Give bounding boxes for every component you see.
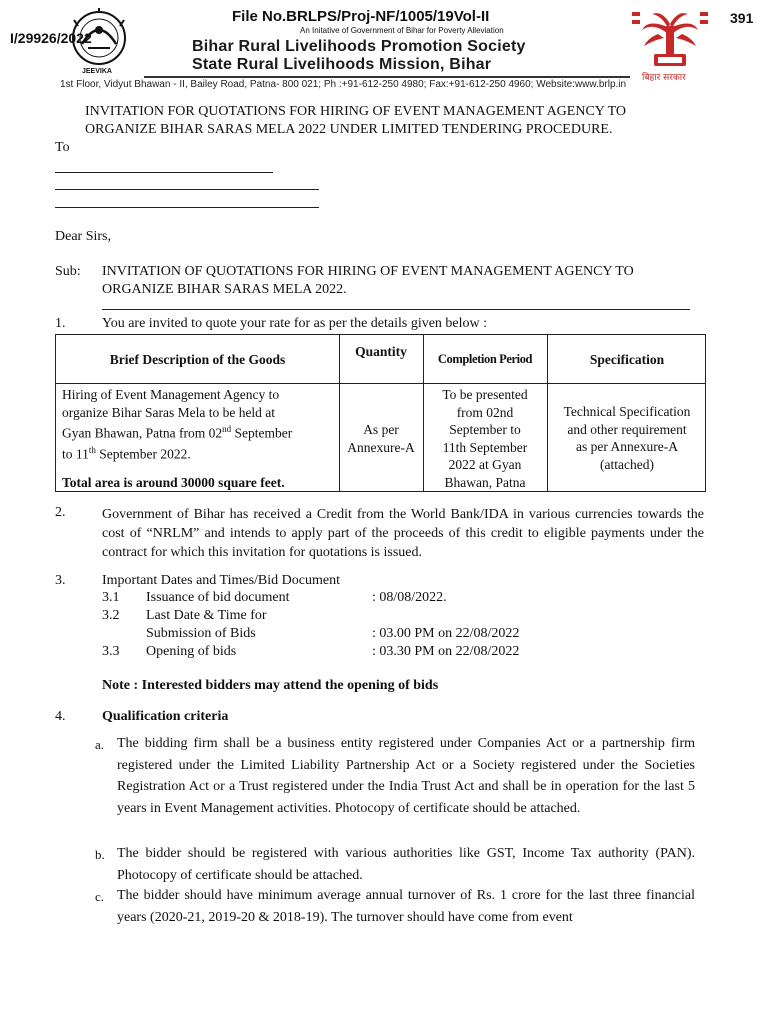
table-header-completion: Completion Period <box>437 352 533 366</box>
org-tagline: An Initative of Government of Bihar for Poverty Alleviation <box>300 26 504 35</box>
subject-underline <box>102 309 690 310</box>
subject-line1: INVITATION OF QUOTATIONS FOR HIRING OF EVENT MANAGEMENT AGENCY TO <box>102 264 634 279</box>
table-cell-completion: To be presented from 02nd September to 11th September 2022 at Gyan Bhawan, Patna <box>442 387 528 490</box>
logo-left-label: JEEVIKA <box>82 68 112 75</box>
paragraph-number: 4. <box>55 709 66 724</box>
addressee-blank-line <box>55 189 319 190</box>
addressee-blank-line <box>55 172 273 173</box>
date-row-number: 3.1 <box>102 590 120 605</box>
invitation-title-line2: ORGANIZE BIHAR SARAS MELA 2022 UNDER LIMITED TENDERING PROCEDURE. <box>85 122 613 137</box>
page-number: 391 <box>730 10 754 26</box>
paragraph-number: 2. <box>55 505 66 520</box>
addressee-to: To <box>55 140 70 155</box>
date-row-label: Submission of Bids <box>146 626 256 641</box>
paragraph-number: 3. <box>55 573 66 588</box>
date-row-label: Opening of bids <box>146 644 237 659</box>
date-row-label: Issuance of bid document <box>146 590 290 605</box>
paragraph-number: 1. <box>55 316 66 331</box>
header-divider <box>144 76 630 78</box>
reference-number: I/29926/2022 <box>10 30 92 46</box>
bid-opening-note: Note : Interested bidders may attend the opening of bids <box>102 678 439 693</box>
file-number: File No.BRLPS/Proj-NF/1005/19Vol-II <box>232 8 490 25</box>
logo-right-label: बिहार सरकार <box>642 73 686 83</box>
date-row-label: Last Date & Time for <box>146 608 267 623</box>
date-row-value: : 08/08/2022. <box>372 590 447 605</box>
org-name: Bihar Rural Livelihoods Promotion Society <box>192 38 526 55</box>
criterion-label: a. <box>95 737 105 752</box>
salutation: Dear Sirs, <box>55 229 111 244</box>
qualification-heading: Qualification criteria <box>102 709 229 724</box>
paragraph-2-text: Government of Bihar has received a Credit from the World Bank/IDA in various currencies towards the cost of “NRLM” and intends to apply part of the proceeds of this credit to eligible payments under the contract for which this invitation for quotations is issued. <box>102 507 704 560</box>
table-cell-description: Hiring of Event Management Agency to organize Bihar Saras Mela to be held at Gyan Bhawan, Patna from 02nd September to 11th September 2022. <box>62 387 293 462</box>
criterion-text: The bidder should have minimum average annual turnover of Rs. 1 crore for the last three financial years (2020-21, 2019-20 & 2018-19). The turnover should have come from event <box>117 888 695 925</box>
criterion-text: The bidder should be registered with various authorities like GST, Income Tax authority (PAN). Photocopy of certificate should be attached. <box>117 846 695 883</box>
table-cell-specification: Technical Specification and other requirement as per Annexure-A (attached) <box>563 404 691 472</box>
org-address: 1st Floor, Vidyut Bhawan - II, Bailey Road, Patna- 800 021; Ph :+91-612-250 4980; Fax:+91-612-250 4960; Website:www.brlp.in <box>60 79 627 90</box>
date-row-value: : 03.00 PM on 22/08/2022 <box>372 626 520 641</box>
subject-label: Sub: <box>55 264 81 279</box>
paragraph-1-text: You are invited to quote your rate for as per the details given below : <box>102 316 488 331</box>
table-header-description: Brief Description of the Goods <box>109 352 286 367</box>
table-cell-quantity: As per Annexure-A <box>347 422 415 455</box>
invitation-title-line1: INVITATION FOR QUOTATIONS FOR HIRING OF EVENT MANAGEMENT AGENCY TO <box>85 104 627 119</box>
date-row-value: : 03.30 PM on 22/08/2022 <box>372 644 520 659</box>
date-row-number: 3.2 <box>102 608 120 623</box>
important-dates-heading: Important Dates and Times/Bid Document <box>102 573 340 588</box>
criterion-label: c. <box>95 889 105 904</box>
subject-line2: ORGANIZE BIHAR SARAS MELA 2022. <box>102 282 347 297</box>
table-header-quantity: Quantity <box>355 344 407 359</box>
addressee-blank-line <box>55 207 319 208</box>
criterion-label: b. <box>95 847 105 862</box>
bihar-government-emblem <box>628 8 712 82</box>
org-mission-name: State Rural Livelihoods Mission, Bihar <box>192 56 492 73</box>
table-header-specification: Specification <box>589 352 665 367</box>
goods-table <box>55 334 706 492</box>
criterion-text: The bidding firm shall be a business entity registered under Companies Act or a partnership firm registered under the Limited Liability Partnership Act or a Society registered under the Societies Registration Act or a Trust registered under the India Trust Act and shall be in operation for the last 5 years in Event Management activities. Photocopy of certificate should be attached. <box>117 736 695 816</box>
table-total-area: Total area is around 30000 square feet. <box>62 475 285 490</box>
date-row-number: 3.3 <box>102 644 120 659</box>
